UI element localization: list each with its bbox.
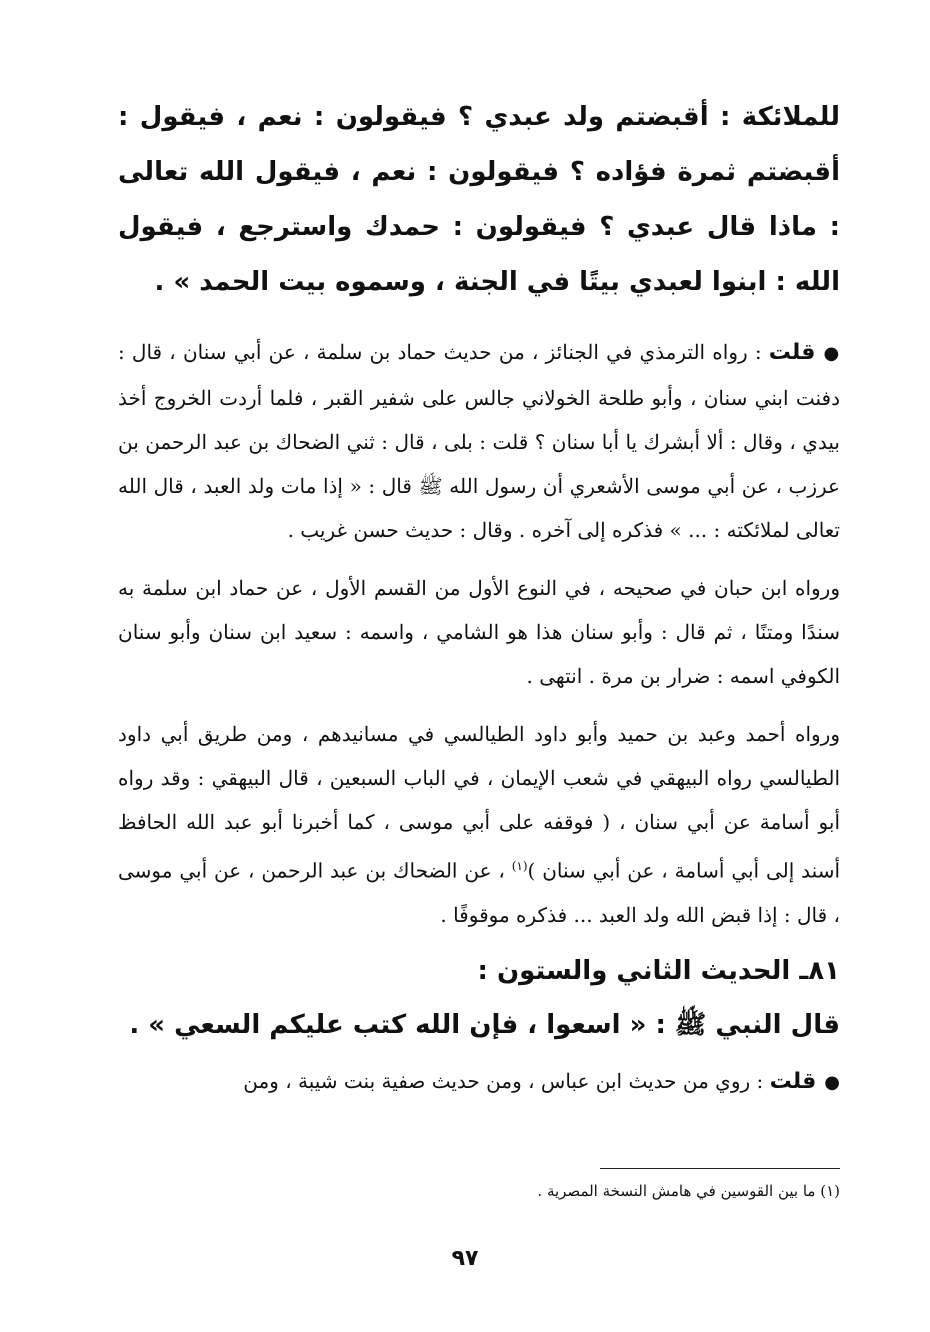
hadith-statement: قال النبي ﷺ : « اسعوا ، فإن الله كتب عليكم السعي » . — [129, 1009, 840, 1040]
commentary-paragraph-1-text: : رواه الترمذي في الجنائز ، من حديث حماد بن سلمة ، عن أبي سنان ، قال : دفنت ابني سنان ، وأبو طلحة الخولاني جالس على شفير القبر ، فلما أردت الخروج أخذ بيدي ، وقال : ألا أبشرك يا أبا سنان ؟ قلت : بلى ، قال : ثني الضحاك بن عبد الرحمن بن عرزب ، عن أبي موسى الأشعري أن رسول الله ﷺ قال : « إذا مات ولد العبد ، قال الله تعالى لملائكته : ... » فذكره إلى آخره . وقال : حديث حسن غريب . — [118, 340, 840, 542]
commentary-paragraph-3-text-a: ورواه أحمد وعبد بن حميد وأبو داود الطيالسي في مسانيدهم ، ومن طريق أبي داود الطيالسي رواه البيهقي في شعب الإيمان ، في الباب السبعين ، قال البيهقي : وقد رواه أبو أسامة عن أبي سنان ، ( فوقفه على أبي موسى ، كما أخبرنا أبو عبد الله الحافظ أسند إلى أبي أسامة ، عن أبي سنان ) — [118, 722, 841, 883]
commentary-paragraph-1 — [118, 330, 840, 552]
footnote: (١) ما بين القوسين في هامش النسخة المصرية . — [537, 1182, 840, 1200]
hadith-continuation: للملائكة : أقبضتم ولد عبدي ؟ فيقولون : نعم ، فيقول : أقبضتم ثمرة فؤاده ؟ فيقولون : نعم ، فيقول الله تعالى : ماذا قال عبدي ؟ فيقولون : حمدك واسترجع ، فيقول الله : ابنوا لعبدي بيتًا في الجنة ، وسموه بيت الحمد » . — [118, 102, 840, 297]
commentary-paragraph-4-text: : روي من حديث ابن عباس ، ومن حديث صفية بنت شيبة ، ومن — [243, 1068, 764, 1093]
footnote-reference: (١) — [511, 859, 528, 873]
commentary-paragraph-4 — [118, 1059, 840, 1105]
commentary-paragraph-3 — [118, 712, 840, 937]
page-number: ٩٧ — [451, 1246, 479, 1271]
bullet-icon: ● — [823, 343, 840, 364]
page-body — [118, 90, 840, 1105]
qult-label: قلت — [768, 340, 816, 365]
qult-label: قلت — [769, 1068, 817, 1094]
commentary-paragraph-2: ورواه ابن حبان في صحيحه ، في النوع الأول من القسم الأول ، عن حماد ابن سلمة به سندًا ومتنًا ، ثم قال : وأبو سنان هذا هو الشامي ، واسمه : سعيد ابن سنان وأبو سنان الكوفي اسمه : ضرار بن مرة . انتهى . — [118, 576, 840, 688]
footnote-divider — [600, 1168, 840, 1169]
bullet-icon: ● — [824, 1071, 840, 1093]
hadith-heading: ٨١ـ الحديث الثاني والستون : — [477, 955, 840, 986]
commentary-paragraph-3-text-b: ، عن الضحاك بن عبد الرحمن ، عن أبي موسى ، قال : إذا قبض الله ولد العبد ... فذكره موقوفًا . — [118, 858, 840, 927]
